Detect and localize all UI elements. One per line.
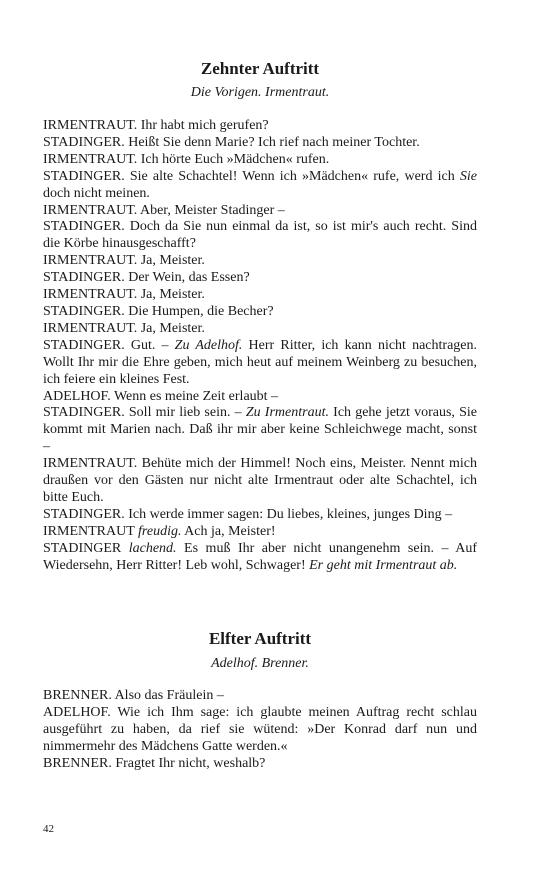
scene-title: Elfter Auftritt (208, 629, 312, 648)
line-text: ADELHOF. Wenn es meine Zeit erlaubt – (43, 388, 279, 404)
line-text: BRENNER. Also das Fräulein – (43, 688, 224, 703)
dialogue-line (43, 304, 477, 321)
stage-direction: freudig. (138, 523, 182, 539)
dialogue-line (43, 405, 477, 456)
line-text: IRMENTRAUT. Aber, Meister Stadinger – (43, 202, 285, 218)
line-text: IRMENTRAUT. Ihr habt mich gerufen? (43, 118, 269, 133)
stage-direction: Er geht mit Irmentraut ab. (309, 557, 458, 573)
dialogue-line (43, 118, 477, 135)
stage-direction: Zu Adelhof. (174, 337, 243, 353)
line-text: Herr Ritter, ich kann nicht nachtragen. Wollt Ihr mir die Ehre geben, mich heut auf meinem Weinberg zu besuchen, ich feiere ein kleines Fest. (43, 337, 477, 387)
dialogue-line (43, 287, 477, 304)
dialogue-line (43, 135, 477, 152)
page-number: 42 (43, 823, 54, 835)
dialogue-line (43, 456, 477, 507)
line-text: STADINGER. Sie alte Schachtel! Wenn ich »Mädchen« rufe, werd ich (43, 168, 460, 184)
line-text: IRMENTRAUT. Behüte mich der Himmel! Noch eins, Meister. Nennt mich draußen vor den Gästen nur nicht alte Irmentraut oder alte Schachtel, ich bitte Euch. (43, 456, 477, 505)
dialogue-block (43, 688, 477, 773)
line-text: Ach ja, Meister! (181, 523, 276, 539)
dialogue-line (43, 169, 477, 203)
line-text: ADELHOF. Wie ich Ihm sage: ich glaubte meinen Auftrag recht schlau ausgeführt zu haben, da rief sie wütend: »Der Konrad darf nun und nimmermehr des Mädchens Gatte werden.« (43, 704, 477, 754)
dialogue-line (43, 152, 477, 169)
line-text: STADINGER. Heißt Sie denn Marie? Ich rief nach meiner Tochter. (43, 134, 420, 150)
line-text: Es muß Ihr aber nicht unangenehm sein. – Auf Wiedersehn, Herr Ritter! Leb wohl, Schwager! (43, 540, 477, 573)
scene-title: Zehnter Auftritt (200, 59, 320, 78)
line-text: STADINGER (43, 540, 129, 556)
dialogue-line (43, 507, 477, 524)
stage-direction: lachend. (128, 540, 177, 556)
stage-direction: Zu Irmentraut. (245, 405, 329, 421)
dialogue-block (43, 118, 477, 574)
dialogue-line (43, 756, 477, 773)
line-text: STADINGER. Der Wein, das Essen? (43, 270, 250, 286)
dialogue-line (43, 389, 477, 406)
line-text: IRMENTRAUT. Ja, Meister. (43, 253, 205, 269)
dialogue-line (43, 541, 477, 575)
line-text: STADINGER. Ich werde immer sagen: Du liebes, kleines, junges Ding – (43, 506, 453, 522)
dialogue-line (43, 270, 477, 287)
dialogue-line (43, 253, 477, 270)
line-text: IRMENTRAUT (43, 523, 139, 539)
dialogue-line (43, 688, 477, 705)
line-text: STADINGER. Die Humpen, die Becher? (43, 303, 274, 319)
line-text: doch nicht meinen. (43, 185, 150, 201)
dialogue-line (43, 338, 477, 389)
dialogue-line (43, 219, 477, 253)
line-text: STADINGER. Doch da Sie nun einmal da ist, so ist mir's auch recht. Sind die Körbe hinausgeschafft? (43, 219, 477, 252)
dialogue-line (43, 524, 477, 541)
stage-direction: Sie (459, 168, 477, 184)
line-text: IRMENTRAUT. Ich hörte Euch »Mädchen« rufen. (43, 151, 330, 167)
scene-cast: Adelhof. Brenner. (211, 656, 309, 671)
dialogue-line (43, 321, 477, 338)
line-text: BRENNER. Fragtet Ihr nicht, weshalb? (43, 755, 266, 771)
line-text: STADINGER. Soll mir lieb sein. – (43, 405, 246, 421)
line-text: Ich gehe jetzt voraus, Sie kommt mit Marien nach. Daß ihr mir aber keine Schleichwege macht, sonst – (43, 405, 477, 455)
dialogue-line (43, 705, 477, 756)
scene-cast: Die Vorigen. Irmentraut. (190, 85, 330, 100)
line-text: IRMENTRAUT. Ja, Meister. (43, 320, 205, 336)
line-text: IRMENTRAUT. Ja, Meister. (43, 287, 205, 303)
line-text: STADINGER. Gut. – (43, 337, 175, 353)
dialogue-line (43, 203, 477, 220)
